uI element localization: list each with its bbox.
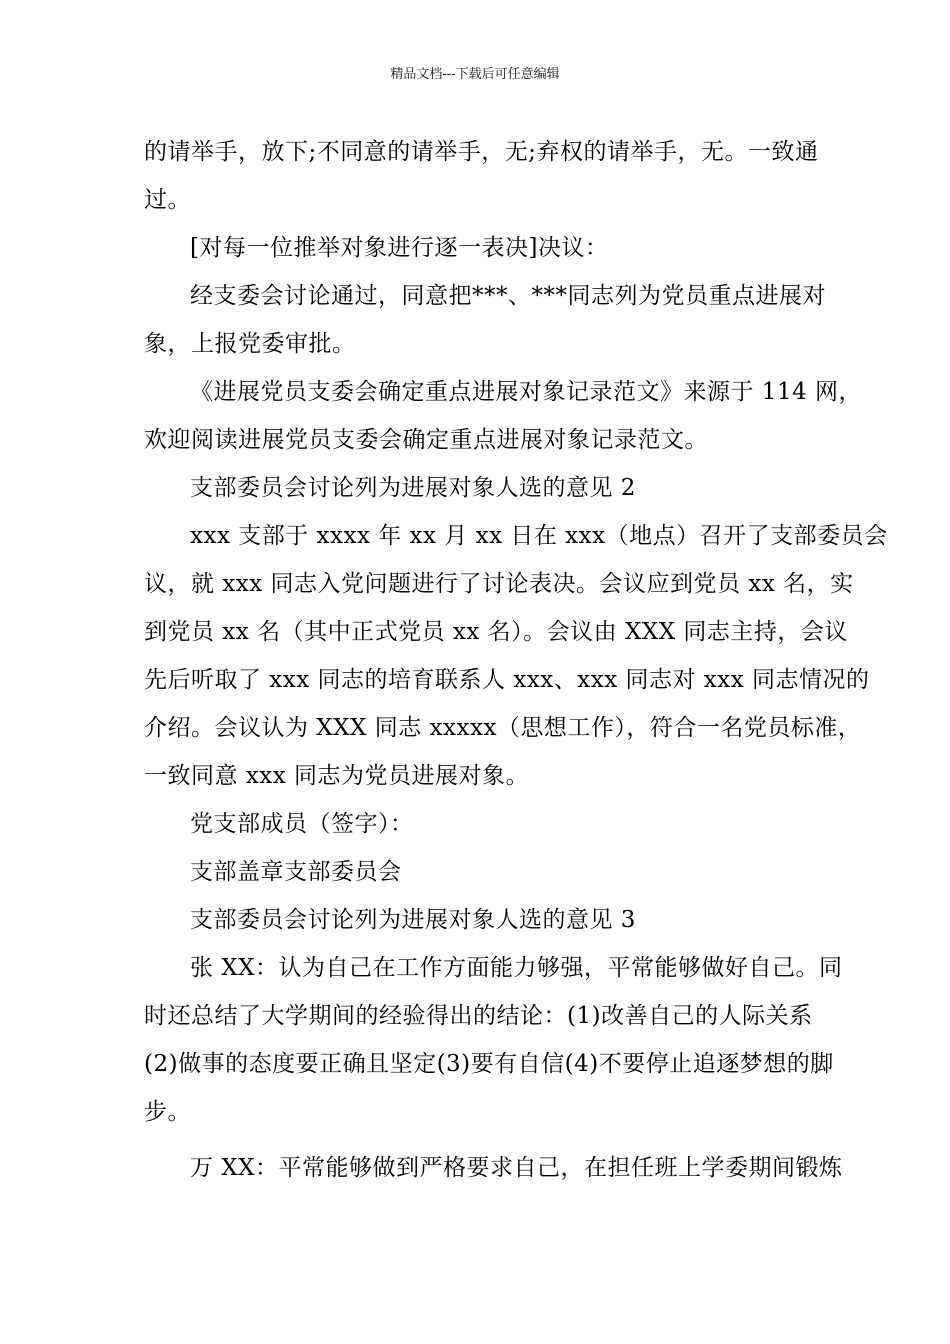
section-heading xyxy=(144,464,812,512)
text-line: 欢迎阅读进展党员支委会确定重点进展对象记录范文。 xyxy=(144,427,708,453)
text-line: 先后听取了 xxx 同志的培育联系人 xxx、xxx 同志对 xxx 同志情况的 xyxy=(144,667,870,693)
text-line: 象，上报党委审批。 xyxy=(144,331,356,357)
paragraph xyxy=(144,272,826,368)
section-heading xyxy=(144,896,812,944)
text-line: (2)做事的态度要正确且坚定(3)要有自信(4)不要停止追逐梦想的脚 xyxy=(144,1051,834,1077)
paragraph xyxy=(144,224,812,272)
text-line: 张 XX：认为自己在工作方面能力够强，平常能够做好自己。同 xyxy=(190,955,843,981)
text-line: 一致同意 xxx 同志为党员进展对象。 xyxy=(144,763,530,789)
paragraph xyxy=(144,368,863,464)
text-line: 万 XX：平常能够做到严格要求自己，在担任班上学委期间锻炼 xyxy=(190,1155,843,1181)
stamp-line xyxy=(144,848,812,896)
text-line: 步。 xyxy=(144,1099,191,1125)
text-line: xxx 支部于 xxxx 年 xx 月 xx 日在 xxx（地点）召开了支部委员会 xyxy=(190,523,888,549)
text-line: 时还总结了大学期间的经验得出的结论：(1)改善自己的人际关系 xyxy=(144,1003,813,1029)
paragraph xyxy=(144,944,843,1136)
text-line: 议，就 xxx 同志入党问题进行了讨论表决。会议应到党员 xx 名，实 xyxy=(144,571,854,597)
document-body xyxy=(144,128,888,1192)
text-line: 过。 xyxy=(144,187,191,213)
paragraph xyxy=(144,128,819,224)
text-line: 支部盖章支部委员会 xyxy=(190,859,402,885)
text-line: [对每一位推举对象进行逐一表决]决议： xyxy=(190,235,609,261)
paragraph-spacer xyxy=(144,1136,812,1144)
text-line: 到党员 xx 名（其中正式党员 xx 名）。会议由 XXX 同志主持，会议 xyxy=(144,619,848,645)
text-line: 介绍。会议认为 XXX 同志 xxxxx（思想工作），符合一名党员标准， xyxy=(144,715,862,741)
text-line: 《进展党员支委会确定重点进展对象记录范文》来源于 114 网， xyxy=(190,379,863,405)
text-line: 支部委员会讨论列为进展对象人选的意见 2 xyxy=(190,475,636,501)
signature-line xyxy=(144,800,812,848)
paragraph xyxy=(144,1144,843,1192)
text-line: 的请举手，放下;不同意的请举手，无;弃权的请举手，无。一致通 xyxy=(144,139,819,165)
page-header: 精品文档---下载后可任意编辑 xyxy=(390,67,560,82)
paragraph xyxy=(144,512,888,800)
text-line: 党支部成员（签字）： xyxy=(190,811,414,837)
text-line: 支部委员会讨论列为进展对象人选的意见 3 xyxy=(190,907,636,933)
text-line: 经支委会讨论通过，同意把***、***同志列为党员重点进展对 xyxy=(190,283,826,309)
